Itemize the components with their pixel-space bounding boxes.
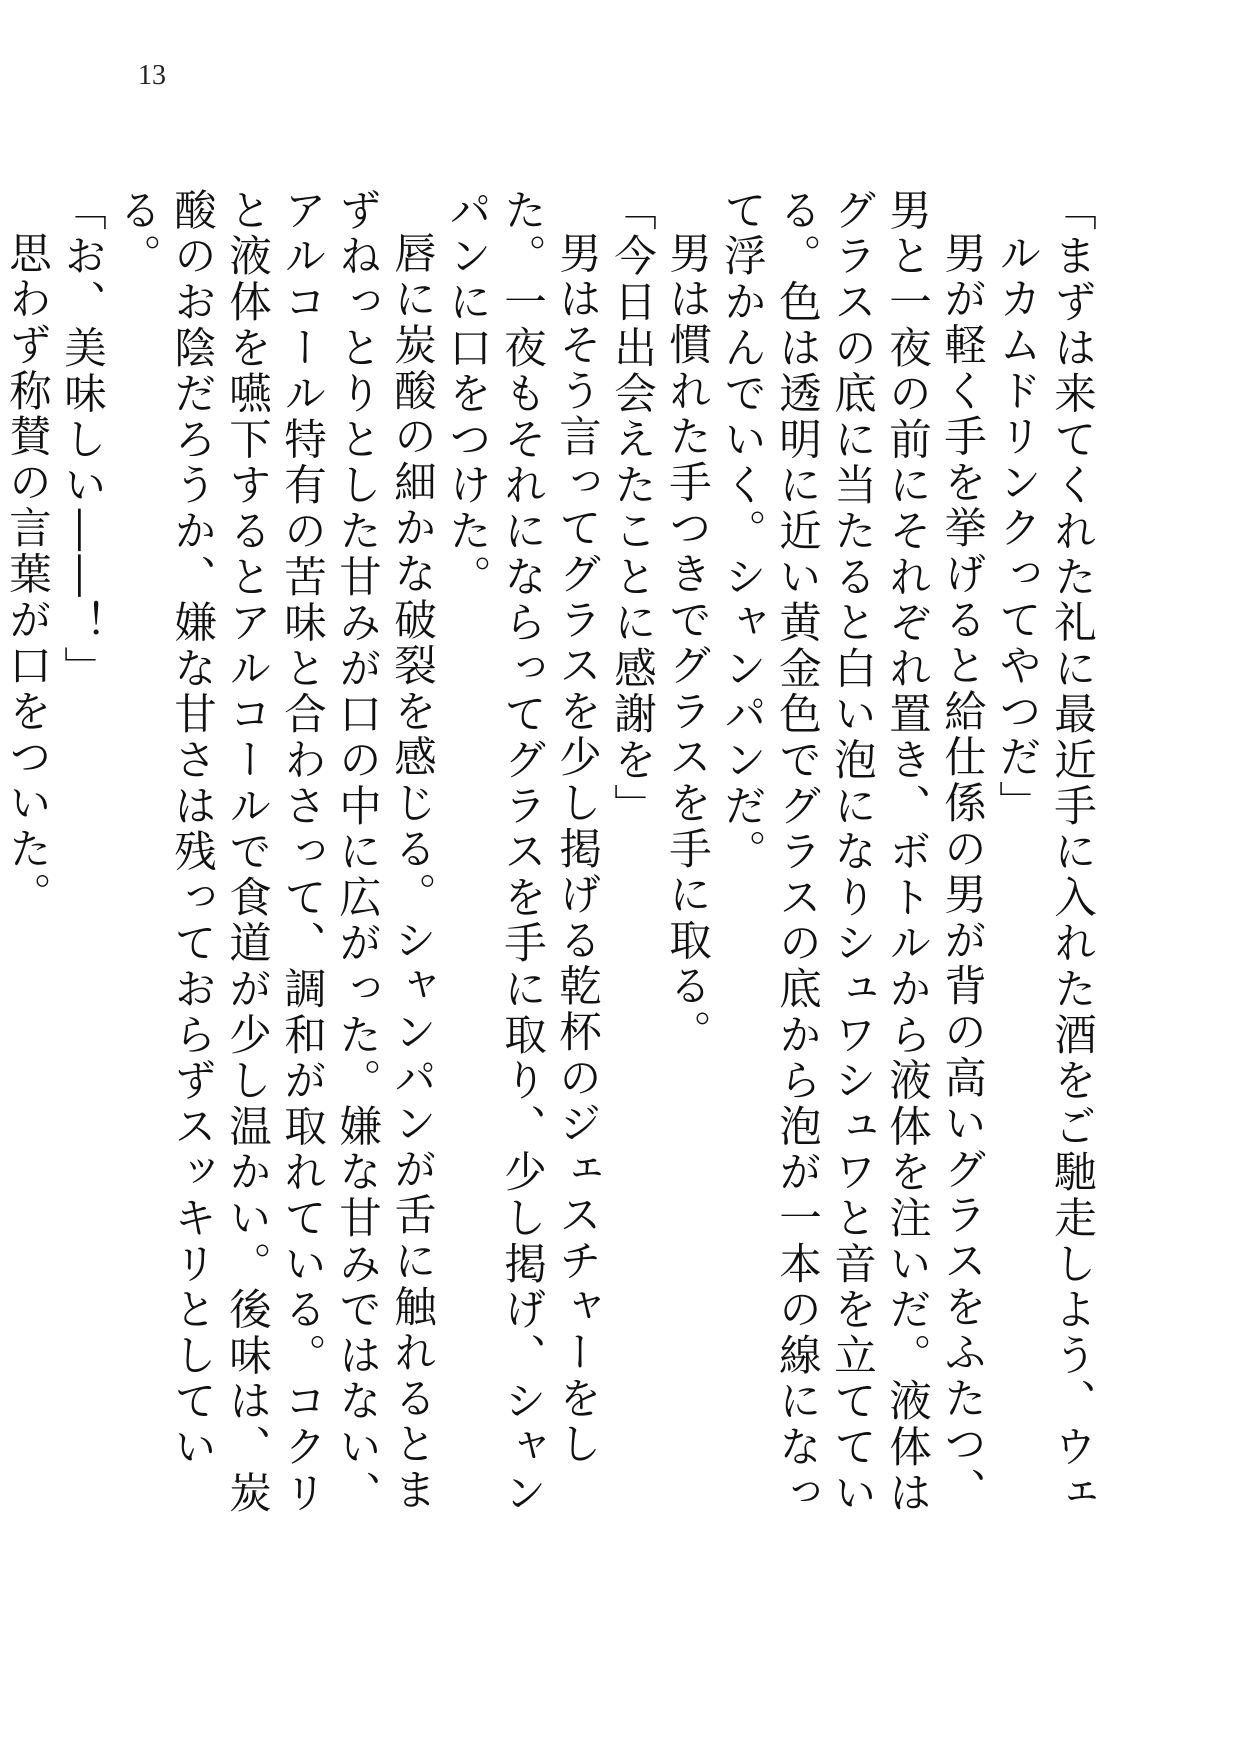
paragraph-narration: 唇に炭酸の細かな破裂を感じる。シャンパンが舌に触れるとまずねっとりとした甘みが口の中に広がった。嫌な甘みではない、アルコール特有の苦味と合わさって、調和が取れている。コクリと液体を嚥下するとアルコールで食道が少し温かい。後味は、炭酸のお陰だろうか、嫌な甘さは残っておらずスッキリとしている。	[112, 188, 436, 1517]
paragraph-narration: 男はそう言ってグラスを少し掲げる乾杯のジェスチャーをした。一夜もそれにならってグラスを手に取り、少し掲げ、シャンパンに口をつけた。	[442, 188, 601, 1517]
paragraph-dialogue: 「今日出会えたことに感謝を」	[607, 188, 656, 830]
paragraph-narration: 思わず称賛の言葉が口をついた。	[2, 230, 51, 918]
paragraph-narration: 男が軽く手を挙げると給仕係の男が背の高いグラスをふたつ、男と一夜の前にそれぞれ置き、ボトルから液体を注いだ。液体はグラスの底に当たると白い泡になりシュワシュワと音を立てている。色は透明に近い黄金色でグラスの底から泡が一本の線になって浮かんでいく。シャンパンだ。	[717, 188, 986, 1517]
paragraph-dialogue: 「お、美味しい――！」	[57, 188, 106, 692]
page-number: 13	[138, 60, 166, 91]
paragraph-narration: 男は慣れた手つきでグラスを手に取る。	[662, 230, 711, 1055]
paragraph-dialogue: 「まずは来てくれた礼に最近手に入れた酒をご馳走しよう、ウェルカムドリンクってやつだ」	[992, 188, 1096, 1517]
vertical-text-body	[2, 188, 1099, 1528]
